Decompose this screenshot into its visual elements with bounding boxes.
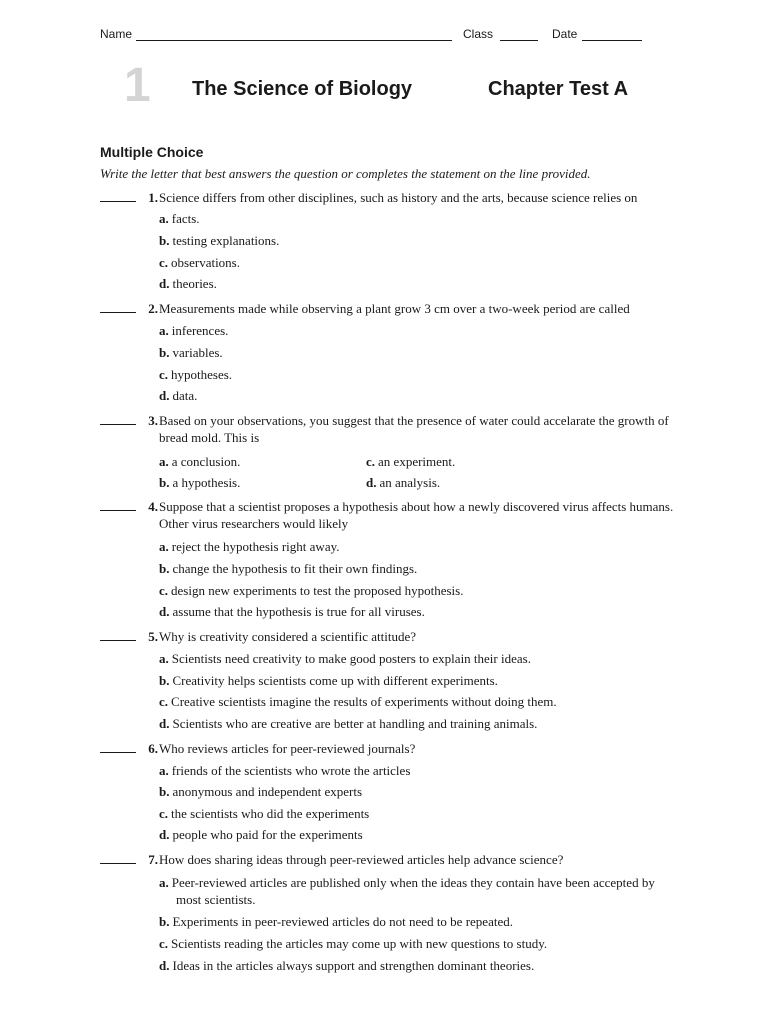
option-b: b. testing explanations. [159, 233, 280, 248]
option-b: b. anonymous and independent experts [159, 784, 363, 799]
date-label: Date [552, 27, 578, 41]
option-d: d. people who paid for the experiments [159, 827, 363, 842]
option-c: c. Creative scientists imagine the results of experiments without doing them. [159, 694, 557, 709]
question-number: 7. [148, 852, 158, 867]
question-number: 3. [148, 413, 158, 428]
answer-line[interactable] [100, 300, 136, 313]
question-stem: Based on your observations, you suggest that the presence of water could accelarate the growth of bread mold. This is [159, 413, 669, 445]
class-label: Class [463, 27, 494, 41]
question-stem: Why is creativity considered a scientific attitude? [159, 629, 417, 644]
option-b: b. variables. [159, 345, 223, 360]
page-title: The Science of Biology [192, 78, 413, 100]
option-c: c. an experiment. [366, 454, 456, 469]
option-a: a. a conclusion. [159, 454, 241, 469]
option-d: d. theories. [159, 276, 217, 291]
section-title: Multiple Choice [100, 144, 204, 160]
class-blank[interactable] [500, 40, 538, 41]
option-b: b. change the hypothesis to fit their own findings. [159, 561, 418, 576]
question-number: 5. [148, 629, 158, 644]
option-b: b. Experiments in peer-reviewed articles do not need to be repeated. [159, 914, 513, 929]
option-b: b. Creativity helps scientists come up with different experiments. [159, 673, 498, 688]
option-c: c. observations. [159, 255, 240, 270]
option-d: d. data. [159, 388, 198, 403]
answer-line[interactable] [100, 412, 136, 425]
option-a: a. friends of the scientists who wrote the articles [159, 763, 411, 778]
option-d: d. assume that the hypothesis is true for all viruses. [159, 604, 425, 619]
option-c: c. design new experiments to test the proposed hypothesis. [159, 583, 464, 598]
answer-line[interactable] [100, 740, 136, 753]
name-blank[interactable] [136, 40, 452, 41]
option-a: a. Peer-reviewed articles are published only when the ideas they contain have been accepted by most scientists. [159, 875, 655, 907]
option-a: a. inferences. [159, 323, 229, 338]
option-c: c. Scientists reading the articles may come up with new questions to study. [159, 936, 548, 951]
question-stem: Suppose that a scientist proposes a hypothesis about how a newly discovered virus affects humans. Other virus researchers would likely [159, 499, 674, 531]
answer-line[interactable] [100, 851, 136, 864]
instructions: Write the letter that best answers the question or completes the statement on the line provided. [100, 166, 591, 181]
question-number: 1. [148, 190, 158, 205]
answer-line[interactable] [100, 498, 136, 511]
option-c: c. hypotheses. [159, 367, 233, 382]
option-b: b. a hypothesis. [159, 475, 241, 490]
option-a: a. Scientists need creativity to make good posters to explain their ideas. [159, 651, 531, 666]
question-number: 4. [148, 499, 158, 514]
question-stem: Measurements made while observing a plant grow 3 cm over a two-week period are called [159, 301, 630, 316]
option-d: d. Ideas in the articles always support and strengthen dominant theories. [159, 958, 535, 973]
option-d: d. an analysis. [366, 475, 441, 490]
question-number: 2. [148, 301, 158, 316]
answer-line[interactable] [100, 189, 136, 202]
name-label: Name [100, 27, 133, 41]
chapter-number: 1 [124, 59, 151, 112]
question-stem: Science differs from other disciplines, such as history and the arts, because science relies on [159, 190, 638, 205]
date-blank[interactable] [582, 40, 642, 41]
question-number: 6. [148, 741, 158, 756]
question-stem: How does sharing ideas through peer-reviewed articles help advance science? [159, 852, 564, 867]
question-stem: Who reviews articles for peer-reviewed journals? [159, 741, 416, 756]
option-a: a. reject the hypothesis right away. [159, 539, 340, 554]
answer-line[interactable] [100, 628, 136, 641]
option-a: a. facts. [159, 211, 200, 226]
option-c: c. the scientists who did the experiments [159, 806, 370, 821]
option-d: d. Scientists who are creative are better at handling and training animals. [159, 716, 538, 731]
test-label: Chapter Test A [488, 78, 629, 100]
